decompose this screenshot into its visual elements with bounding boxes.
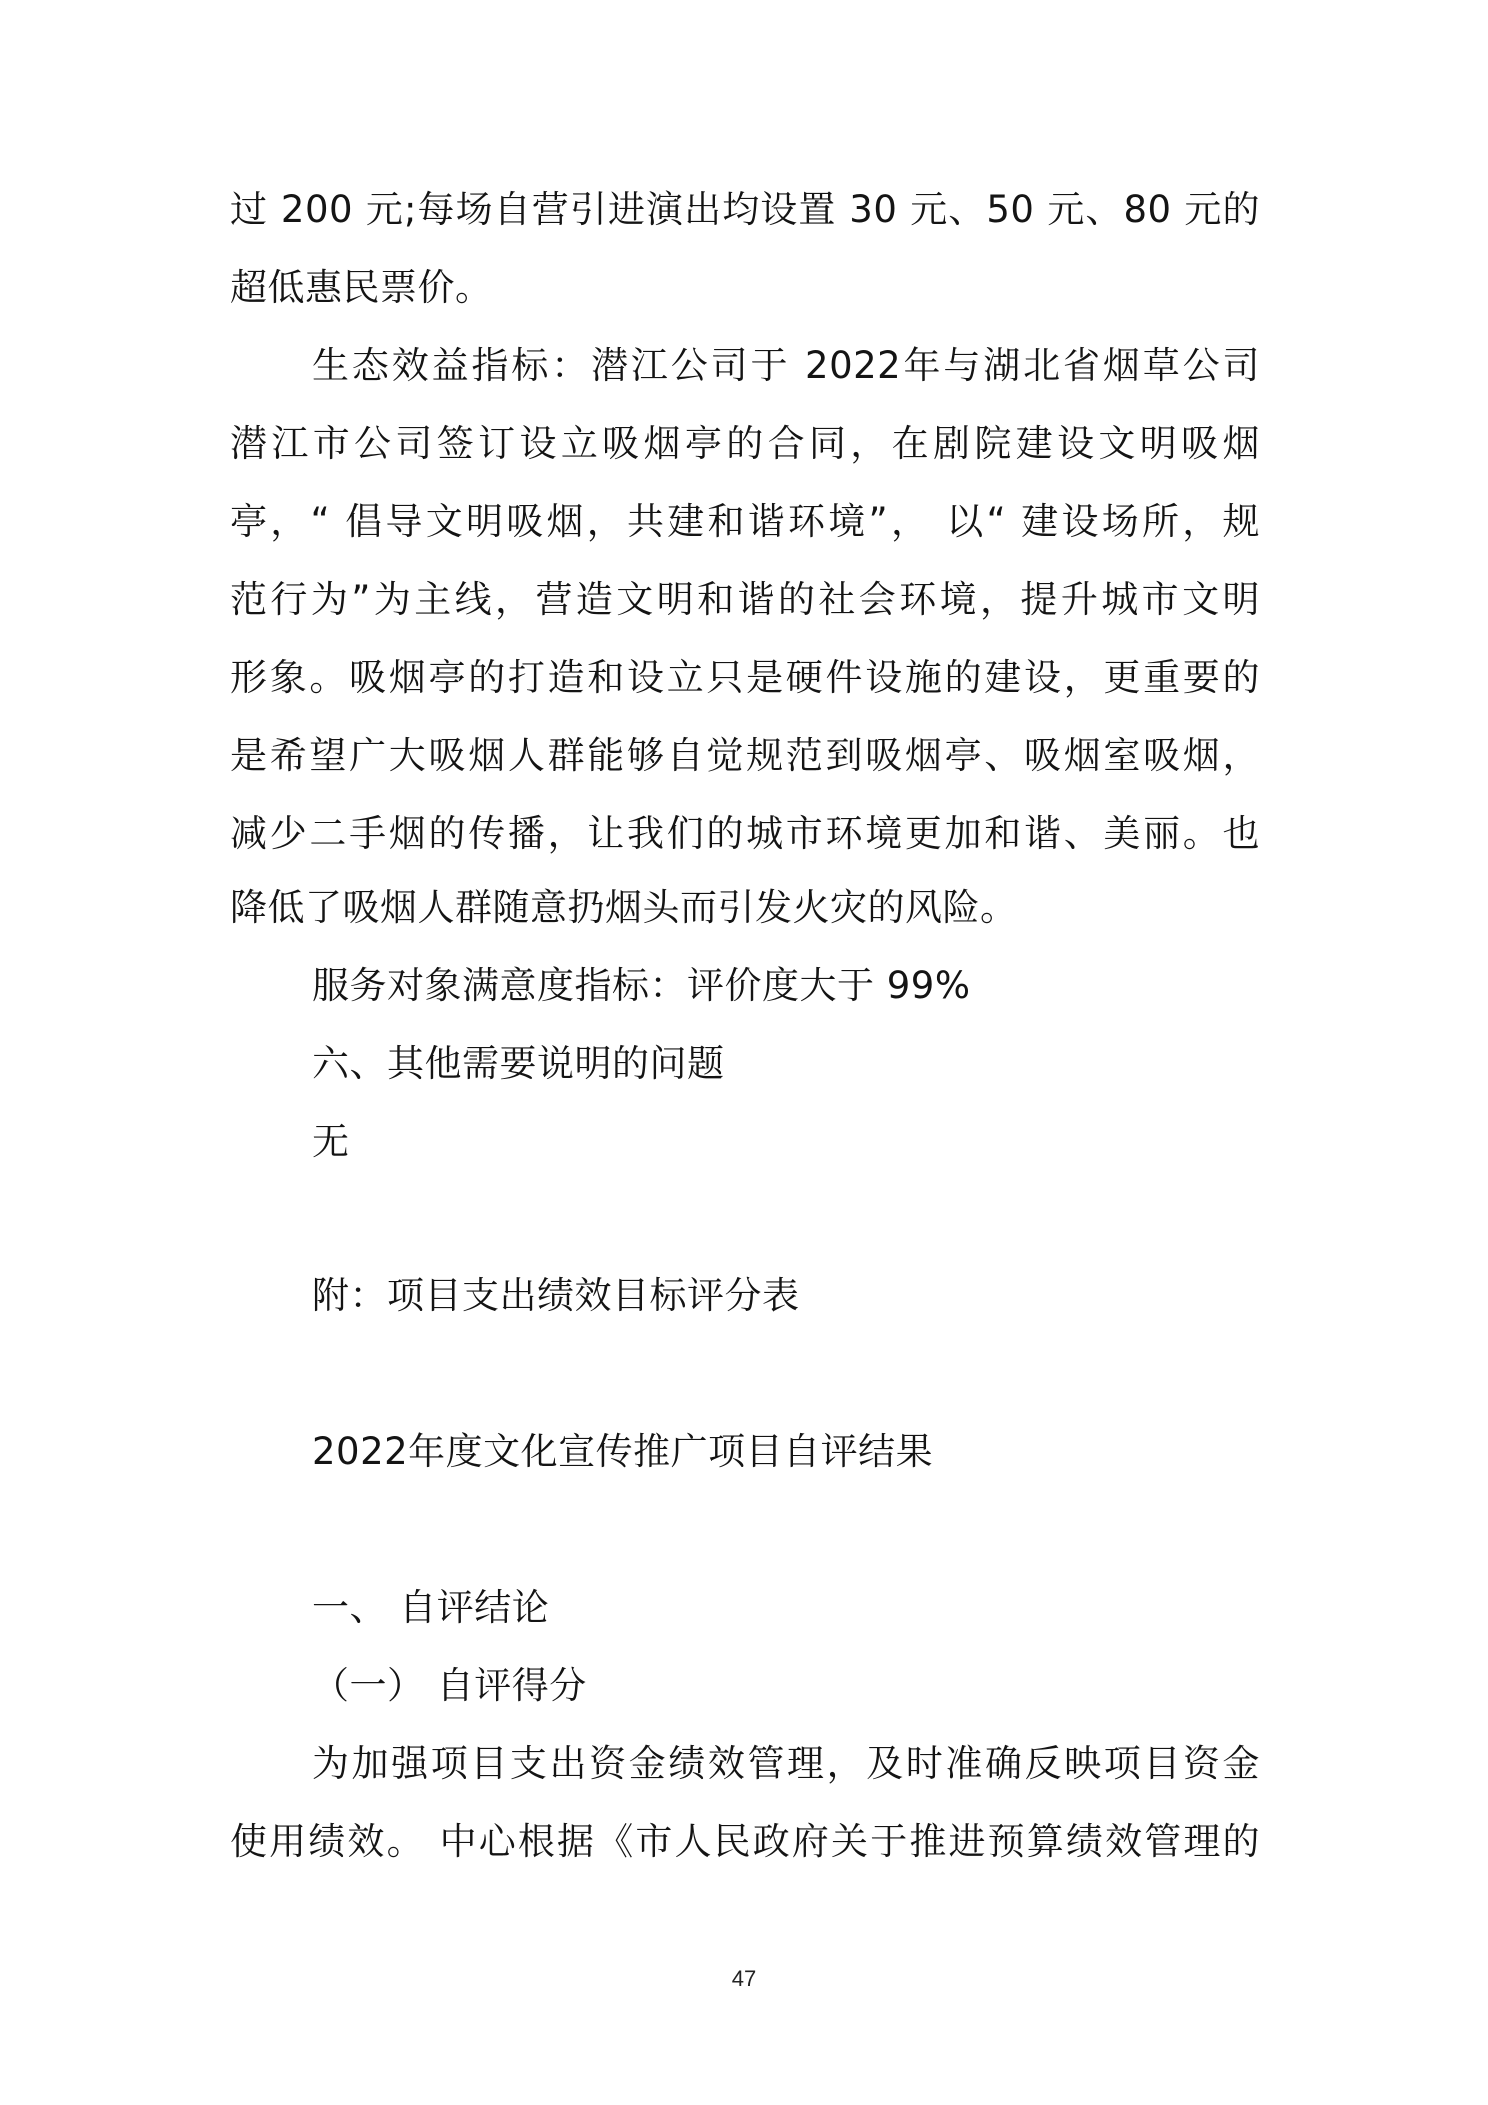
paragraph-line: 范行为”为主线，营造文明和谐的社会环境，提升城市文明	[230, 578, 1260, 621]
subsection-heading: （一） 自评得分	[312, 1664, 587, 1707]
attachment-note: 附：项目支出绩效目标评分表	[312, 1274, 800, 1317]
page-number: 47	[731, 1966, 757, 1991]
paragraph-line: 减少二手烟的传播，让我们的城市环境更加和谐、美丽。也	[230, 812, 1260, 855]
paragraph-line: 潜江市公司签订设立吸烟亭的合同，在剧院建设文明吸烟	[230, 422, 1260, 465]
paragraph-line: 为加强项目支出资金绩效管理，及时准确反映项目资金	[312, 1742, 1260, 1785]
paragraph-line: 是希望广大吸烟人群能够自觉规范到吸烟亭、吸烟室吸烟，	[230, 734, 1260, 777]
section-heading: 一、 自评结论	[312, 1586, 550, 1629]
section-body: 无	[312, 1120, 350, 1163]
paragraph-line: 使用绩效。 中心根据《市人民政府关于推进预算绩效管理的	[230, 1820, 1260, 1863]
section-heading: 六、其他需要说明的问题	[312, 1042, 725, 1085]
paragraph-line: 形象。吸烟亭的打造和设立只是硬件设施的建设，更重要的	[230, 656, 1260, 699]
satisfaction-indicator: 服务对象满意度指标：评价度大于 99%	[312, 964, 971, 1007]
paragraph-line: 超低惠民票价。	[230, 266, 493, 309]
paragraph-line: 生态效益指标：潜江公司于 2022年与湖北省烟草公司	[312, 344, 1260, 387]
paragraph-line: 亭，“ 倡导文明吸烟，共建和谐环境”， 以“ 建设场所，规	[230, 500, 1260, 543]
paragraph-line: 降低了吸烟人群随意扔烟头而引发火灾的风险。	[230, 886, 1018, 929]
paragraph-line: 过 200 元;每场自营引进演出均设置 30 元、50 元、80 元的	[230, 188, 1260, 231]
report-title: 2022年度文化宣传推广项目自评结果	[312, 1430, 934, 1473]
